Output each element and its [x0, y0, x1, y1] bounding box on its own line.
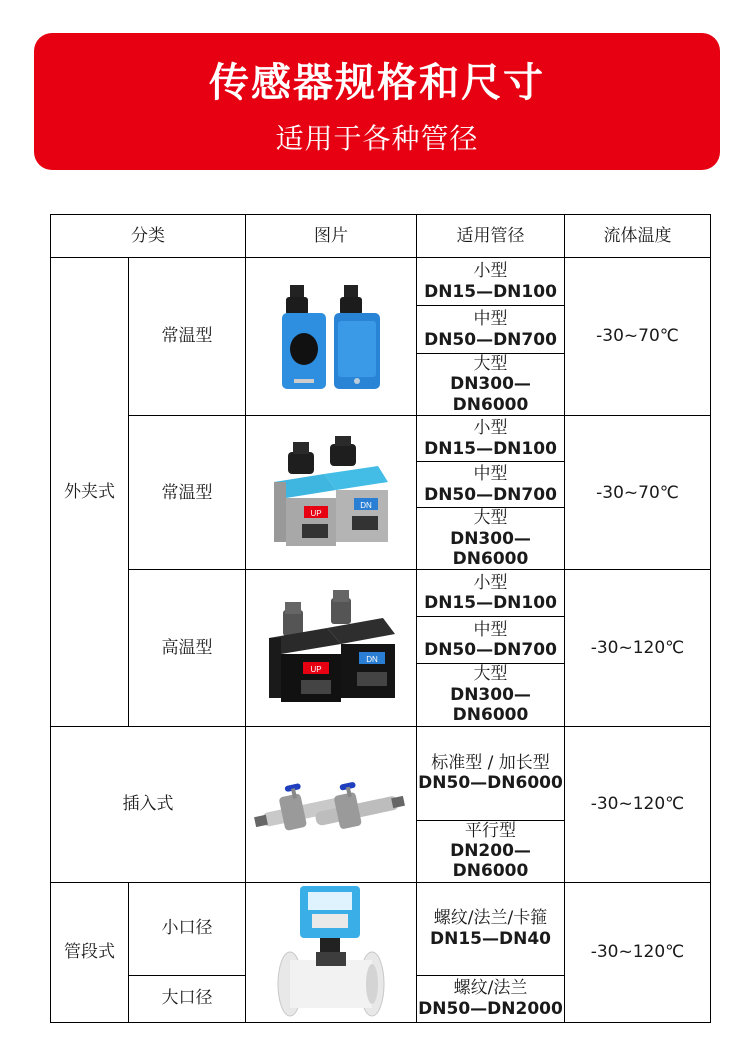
size-range: DN50—DN2000 — [418, 998, 563, 1019]
clamp-sensor-gray-image — [246, 416, 417, 570]
spec-table — [50, 214, 711, 1023]
size-name: 中型 — [473, 309, 508, 330]
size-cell — [417, 354, 565, 416]
table-header-row — [51, 215, 711, 258]
temp-cell: -30~120℃ — [565, 882, 711, 1022]
type-label: 常温型 — [129, 258, 246, 416]
pipe-section-meter-image — [246, 882, 417, 1022]
size-range: DN300—DN6000 — [450, 528, 531, 569]
size-name: 大型 — [473, 354, 508, 374]
table-row — [51, 258, 711, 306]
size-name: 中型 — [473, 619, 508, 640]
size-cell — [417, 508, 565, 570]
header-pipe-size: 适用管径 — [417, 215, 565, 258]
banner-title: 传感器规格和尺寸 — [209, 60, 545, 106]
size-range: DN50—DN700 — [424, 329, 557, 350]
size-cell — [417, 306, 565, 354]
table-row — [51, 416, 711, 462]
size-range: DN300—DN6000 — [450, 684, 531, 726]
size-cell — [417, 416, 565, 462]
temp-cell: -30~70℃ — [565, 258, 711, 416]
size-range: DN200—DN6000 — [450, 840, 531, 882]
clamp-sensor-black-image — [246, 570, 417, 726]
size-name: 大型 — [473, 664, 508, 685]
size-range: DN15—DN100 — [424, 281, 557, 302]
table-row — [51, 570, 711, 617]
sub-type-label: 大口径 — [129, 975, 246, 1022]
size-cell — [417, 726, 565, 820]
size-cell — [417, 570, 565, 617]
size-range: DN15—DN100 — [424, 438, 557, 459]
size-name: 螺纹/法兰/卡箍 — [433, 908, 548, 929]
clamp-on-label: 外夹式 — [51, 258, 129, 727]
type-label: 高温型 — [129, 570, 246, 726]
up-tag: UP — [310, 508, 322, 518]
type-label: 常温型 — [129, 416, 246, 570]
clamp-sensor-blue-image — [246, 258, 417, 416]
size-range: DN15—DN40 — [430, 928, 551, 949]
temp-cell: -30~120℃ — [565, 570, 711, 726]
temp-cell: -30~70℃ — [565, 416, 711, 570]
size-name: 小型 — [473, 261, 508, 282]
size-cell — [417, 882, 565, 975]
header-category: 分类 — [51, 215, 246, 258]
size-name: 螺纹/法兰 — [453, 978, 528, 999]
size-range: DN50—DN6000 — [418, 773, 563, 794]
size-name: 平行型 — [465, 820, 516, 841]
header-fluid-temp: 流体温度 — [565, 215, 711, 258]
dn-tag: DN — [366, 654, 378, 664]
table-row — [51, 726, 711, 820]
insertion-label: 插入式 — [51, 726, 246, 882]
size-name: 中型 — [473, 464, 508, 485]
size-range: DN50—DN700 — [424, 640, 557, 661]
pipe-section-label: 管段式 — [51, 882, 129, 1022]
size-range: DN15—DN100 — [424, 593, 557, 614]
header-image: 图片 — [246, 215, 417, 258]
size-range: DN300—DN6000 — [450, 374, 531, 415]
dn-tag: DN — [360, 500, 372, 510]
size-name: 大型 — [473, 508, 508, 529]
size-cell — [417, 975, 565, 1022]
size-cell — [417, 820, 565, 882]
temp-cell: -30~120℃ — [565, 726, 711, 882]
size-range: DN50—DN700 — [424, 484, 557, 505]
up-tag: UP — [310, 664, 322, 674]
size-cell — [417, 462, 565, 508]
size-name: 小型 — [473, 418, 508, 439]
banner-subtitle: 适用于各种管径 — [275, 122, 479, 155]
size-cell — [417, 664, 565, 726]
size-name: 小型 — [473, 572, 508, 593]
sub-type-label: 小口径 — [129, 882, 246, 975]
table-row — [51, 882, 711, 975]
size-cell — [417, 617, 565, 664]
size-name: 标准型 / 加长型 — [431, 752, 550, 773]
insertion-sensor-image — [246, 726, 417, 882]
title-banner — [34, 33, 720, 170]
size-cell — [417, 258, 565, 306]
